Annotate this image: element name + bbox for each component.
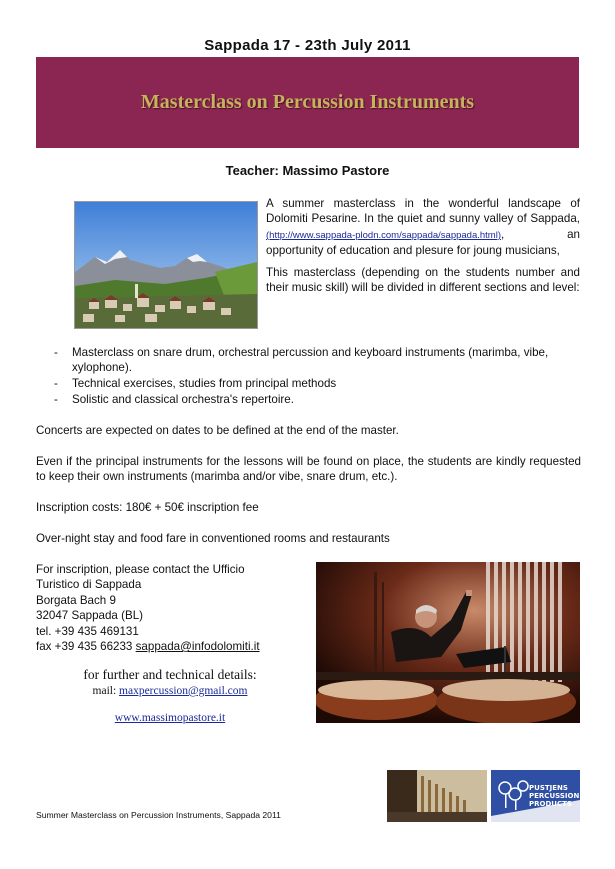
percussionist-photo: [316, 562, 580, 723]
contact-address: Borgata Bach 9: [36, 593, 116, 607]
tourist-office-email-link[interactable]: sappada@infodolomiti.it: [135, 640, 260, 654]
list-item: - Solistic and classical orchestra's repertoire.: [36, 392, 581, 407]
title-banner: [36, 57, 579, 148]
intro-paragraph-2: This masterclass (depending on the students number and their music skill) will be divided in different sections and level:: [266, 265, 580, 295]
sponsor-logo-line: PERCUSSION: [529, 792, 580, 800]
list-item: - Technical exercises, studies from principal methods: [36, 376, 581, 391]
teacher-line: Teacher: Massimo Pastore: [225, 163, 390, 178]
intro-paragraph-1: [266, 196, 580, 259]
contact-tel: tel. +39 435 469131: [36, 624, 139, 638]
sponsor-logo-line: PUSTJENS: [529, 784, 568, 792]
concerts-paragraph: Concerts are expected on dates to be defined at the end of the master.: [36, 424, 399, 437]
costs-paragraph: Inscription costs: 180€ + 50€ inscription fee: [36, 501, 259, 514]
sponsor-logo-line: PRODUCTS: [529, 800, 572, 808]
event-date: Sappada 17 - 23th July 2011: [204, 37, 411, 54]
details-heading: for further and technical details:: [83, 667, 257, 682]
contact-fax-line: [36, 639, 286, 654]
mail-label: mail:: [92, 685, 117, 697]
contact-city: 32047 Sappada (BL): [36, 609, 144, 623]
sections-list: [36, 345, 581, 408]
details-mail-line: [36, 685, 304, 697]
website-line: [36, 712, 304, 724]
list-item: - Masterclass on snare drum, orchestral percussion and keyboard instruments (marimba, vibe, xylophone).: [36, 345, 581, 375]
contact-fax: fax +39 435 66233: [36, 640, 133, 654]
sponsor-logo-text: [529, 784, 579, 808]
sponsor-logo: [491, 770, 580, 822]
contact-line: For inscription, please contact the Ufficio Turistico di Sappada: [36, 563, 245, 592]
sappada-website-link[interactable]: (http://www.sappada-plodn.com/sappada/sappada.html): [266, 229, 501, 241]
intro-text-b: , an opportunity of education and plesure for joung musicians,: [266, 227, 580, 258]
banner-title: Masterclass on Percussion Instruments: [140, 91, 475, 113]
intro-text-a: A summer masterclass in the wonderful landscape of Dolomiti Pesarine. In the quiet and sunny valley of Sappada,: [266, 197, 580, 226]
mountain-village-photo: [74, 201, 258, 329]
intro-text: [266, 196, 580, 301]
stay-paragraph: Over-night stay and food fare in conventioned rooms and restaurants: [36, 532, 390, 545]
instruments-paragraph: Even if the principal instruments for the lessons will be found on place, the students are kindly requested to keep their own instruments (marimba and/or vibe, snare drum, etc.).: [36, 455, 581, 483]
footer-text: Summer Masterclass on Percussion Instruments, Sappada 2011: [36, 810, 281, 820]
contact-block: [36, 562, 286, 654]
instrument-photo-logo: [387, 770, 487, 822]
teacher-email-link[interactable]: maxpercussion@gmail.com: [119, 685, 248, 697]
teacher-website-link[interactable]: www.massimopastore.it: [114, 712, 226, 724]
